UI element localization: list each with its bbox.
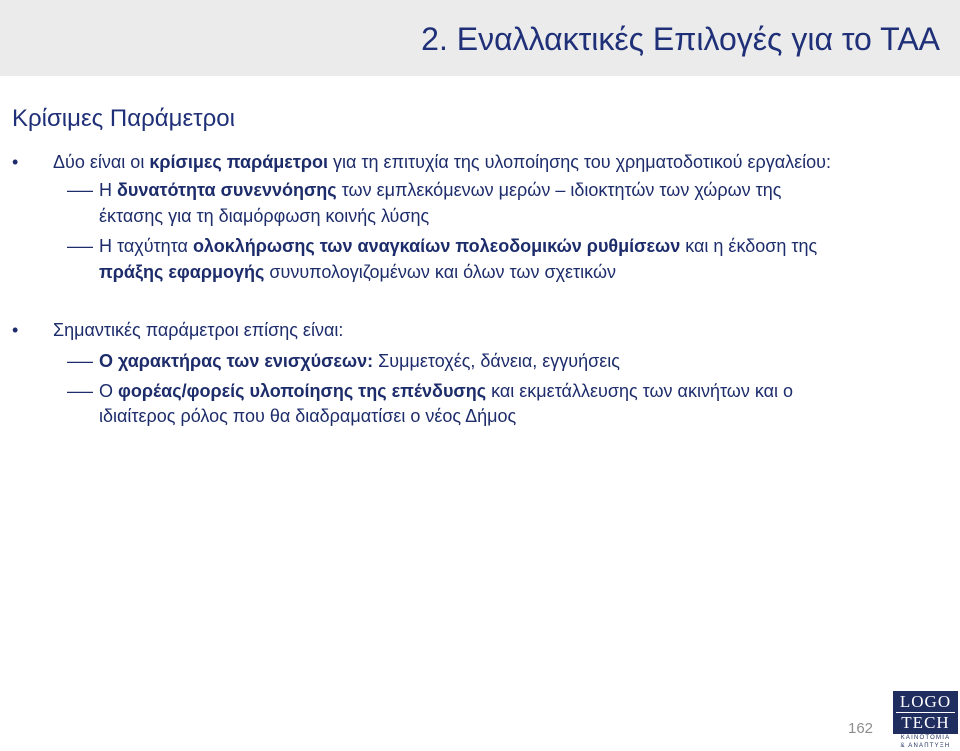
bold-segment: φορέας/φορείς υλοποίησης της επένδυσης xyxy=(118,381,487,401)
sub-item-1-1-line-1 xyxy=(99,179,781,201)
text-segment: ιδιαίτερος ρόλος που θα διαδραματίσει ο νέος Δήμος xyxy=(99,406,517,426)
text-segment: Συμμετοχές, δάνεια, εγγυήσεις xyxy=(373,351,620,371)
text-segment: και η έκδοση της xyxy=(680,236,818,256)
bold-segment: πράξης εφαρμογής xyxy=(99,262,265,282)
text-segment: για τη επιτυχία της υλοποίησης του χρηματοδοτικού εργαλείου: xyxy=(328,152,832,172)
dash-marker: – xyxy=(67,180,94,200)
logo-tech-logo xyxy=(893,691,958,734)
text-segment: συνυπολογιζομένων και όλων των σχετικών xyxy=(264,262,616,282)
bold-segment: ολοκλήρωσης των αναγκαίων πολεοδομικών ρυθμίσεων xyxy=(192,236,681,256)
section-heading: Κρίσιμες Παράμετροι xyxy=(12,105,235,132)
logo-tagline-2: & ΑΝΑΠΤΥΞΗ xyxy=(900,743,951,749)
sub-item-2-2-line-1 xyxy=(99,380,793,402)
text-segment: Σημαντικές παράμετροι επίσης είναι: xyxy=(53,320,344,340)
text-segment: έκτασης για τη διαμόρφωση κοινής λύσης xyxy=(99,206,430,226)
text-segment: των εμπλεκόμενων μερών – ιδιοκτητών των χώρων της xyxy=(336,180,782,200)
text-segment: Δύο είναι οι xyxy=(53,152,150,172)
logo-word-bottom: TECH xyxy=(901,713,950,732)
sub-item-2-1-line-1 xyxy=(99,350,620,372)
bold-segment: κρίσιμες παράμετροι xyxy=(149,152,329,172)
title-band xyxy=(0,0,960,76)
text-segment: και εκμετάλλευσης των ακινήτων και ο xyxy=(486,381,794,401)
dash-marker: – xyxy=(67,236,94,256)
sub-item-1-2-line-2 xyxy=(99,261,616,283)
dash-marker: – xyxy=(67,381,94,401)
sub-item-2-2-line-2 xyxy=(99,405,516,427)
sub-item-1-1-line-2 xyxy=(99,205,429,227)
text-segment: Η ταχύτητα xyxy=(99,236,193,256)
slide-title: 2. Εναλλακτικές Επιλογές για το ΤΑΑ xyxy=(421,21,940,57)
bold-segment: δυνατότητα συνεννόησης xyxy=(117,180,337,200)
logo-tagline-1: ΚΑΙΝΟΤΟΜΙΑ xyxy=(900,735,951,741)
bullet-marker: • xyxy=(12,152,19,172)
dash-marker: – xyxy=(67,351,94,371)
bold-segment: Ο χαρακτήρας των ενισχύσεων: xyxy=(99,351,374,371)
bullet-marker: • xyxy=(12,320,19,340)
logo-word-top: LOGO xyxy=(899,692,952,711)
sub-item-1-2-line-1 xyxy=(99,235,817,257)
text-segment: Η xyxy=(99,180,117,200)
text-segment: Ο xyxy=(99,381,119,401)
bullet-2-text xyxy=(53,319,343,341)
page-number: 162 xyxy=(848,720,874,737)
bullet-1-text xyxy=(53,151,831,173)
